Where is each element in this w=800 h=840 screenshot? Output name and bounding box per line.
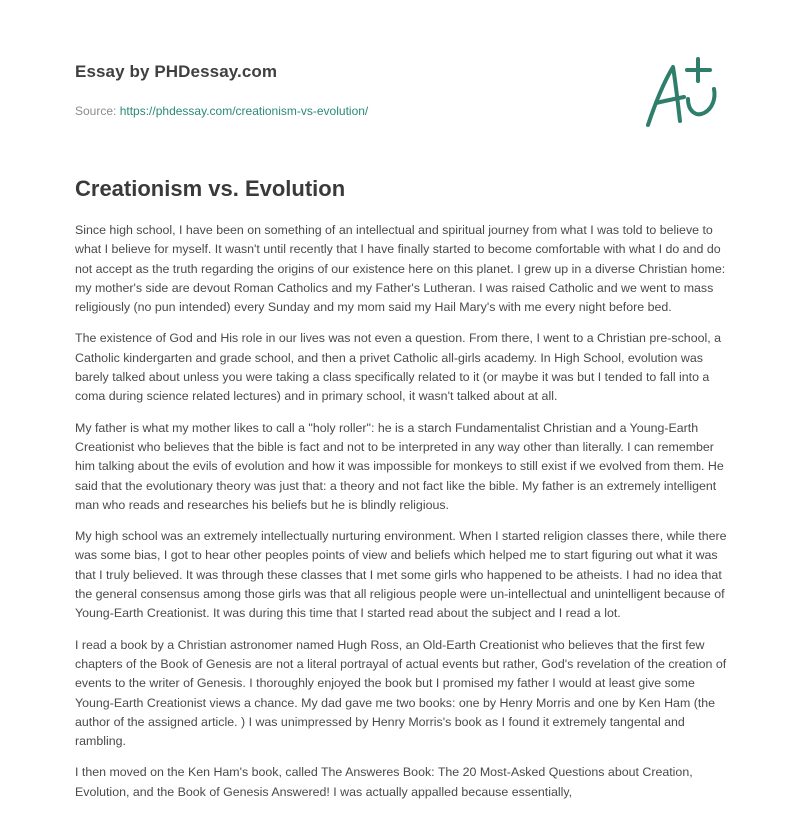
essay-paragraph: Since high school, I have been on something of an intellectual and spiritual journey from what I was told to believe to what I believe for myself. It wasn't until recently that I have finally started to become comfortable with what I do and do not accept as the truth regarding the origins of our existence here on this planet. I grew up in a diverse Christian home: my mother's side are devout Roman Catholics and my Father's Lutheran. I was raised Catholic and we went to mass religiously (no pun intended) every Sunday and my mom said my Hail Mary's with me every night before bed. [75, 223, 726, 315]
source-line [75, 104, 368, 118]
page-header [75, 62, 368, 118]
essay-paragraph: The existence of God and His role in our lives was not even a question. From there, I went to a Christian pre-school, a Catholic kindergarten and grade school, and then a privet Catholic all-girls academy. In High School, evolution was barely talked about unless you were taking a class specifically related to it (or maybe it was but I tended to fall into a coma during science related lectures) and in primary school, it wasn't talked about at all. [75, 331, 722, 404]
essay-body [75, 221, 735, 814]
site-title: Essay by PHDessay.com [75, 62, 278, 81]
essay-paragraph: My father is what my mother likes to call a "holy roller": he is a starch Fundamentalist Christian and a Young-Earth Creationist who believes that the bible is fact and not to be interpreted in any way other than literally. I can remember him talking about the evils of evolution and how it was impossible for monkeys to still exist if we evolved from them. He said that the evolutionary theory was just that: a theory and not fact like the bible. My father is an extremely intelligent man who reads and researches his beliefs but he is blindly religious. [75, 420, 724, 512]
essay-paragraph: I then moved on the Ken Ham's book, called The Answeres Book: The 20 Most-Asked Questions about Creation, Evolution, and the Book of Genesis Answered! I was actually appalled because essentially, [75, 765, 693, 799]
source-link[interactable]: https://phdessay.com/creationism-vs-evolution/ [119, 104, 369, 118]
essay-paragraph: My high school was an extremely intellectually nurturing environment. When I started religion classes there, while there was some bias, I got to hear other peoples points of view and beliefs which helped me to start figuring out what it was that I truly believed. It was through these classes that I met some girls who happened to be atheists. I had no idea that the general consensus among those girls was that all religious people were un-intellectual and unintelligent because of Young-Earth Creationist. It was during this time that I started read about the subject and I read a lot. [75, 529, 727, 621]
a-plus-logo-icon [640, 55, 724, 131]
source-label: Source: [75, 104, 120, 118]
essay-title: Creationism vs. Evolution [75, 176, 346, 201]
essay-paragraph: I read a book by a Christian astronomer named Hugh Ross, an Old-Earth Creationist who believes that the first few chapters of the Book of Genesis are not a literal portrayal of actual events but rather, God's revelation of the creation of events to the writer of Genesis. I thoroughly enjoyed the book but I promised my father I would at least give some Young-Earth Creationist views a chance. My dad gave me two books: one by Henry Morris and one by Ken Ham (the author of the assigned article. ) I was unimpressed by Henry Morris's book as I found it extremely tangental and rambling. [75, 637, 727, 749]
